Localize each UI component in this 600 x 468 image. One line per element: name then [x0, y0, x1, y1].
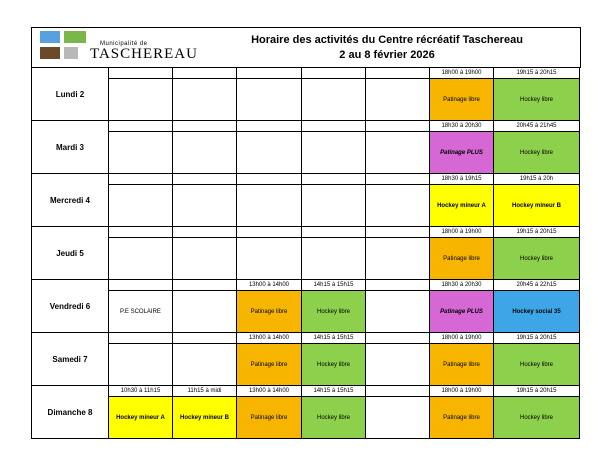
- time-slot: [302, 121, 366, 132]
- time-slot: [366, 227, 430, 238]
- date-range: 2 au 8 février 2026: [339, 49, 435, 61]
- time-slot: [366, 333, 430, 344]
- time-row: [32, 121, 580, 132]
- day-label-mardi-3: Mardi 3: [32, 121, 109, 174]
- time-slot: 18h00 à 19h00: [430, 333, 494, 344]
- time-slot: 14h15 à 15h15: [302, 280, 366, 291]
- activity-row: [32, 132, 580, 174]
- activity-hockey-mineur-a: Hockey mineur A: [109, 397, 173, 439]
- empty-slot: [302, 185, 366, 227]
- time-slot: [173, 280, 237, 291]
- time-slot: [366, 280, 430, 291]
- time-slot: 20h45 à 22h15: [494, 280, 580, 291]
- activity-hockey-social-35: Hockey social 35: [494, 291, 580, 333]
- page-title: Horaire des activités du Centre récréatif Taschereau: [251, 34, 523, 46]
- time-slot: 18h30 à 20h30: [430, 121, 494, 132]
- time-slot: [366, 121, 430, 132]
- logo-name: TASCHEREAU: [90, 46, 198, 62]
- time-slot: [302, 174, 366, 185]
- activity-hockey-libre: Hockey libre: [302, 397, 366, 439]
- empty-slot: [237, 185, 302, 227]
- time-slot: [366, 386, 430, 397]
- activity-hockey-libre: Hockey libre: [494, 344, 580, 386]
- logo-green-square: [64, 31, 86, 43]
- day-label-dimanche-8: Dimanche 8: [32, 386, 109, 439]
- time-slot: [109, 121, 173, 132]
- time-slot: [366, 68, 430, 79]
- schedule-table: [31, 67, 580, 439]
- activity-hockey-libre: Hockey libre: [494, 79, 580, 121]
- activity-row: [32, 344, 580, 386]
- time-slot: [109, 68, 173, 79]
- activity-row: [32, 397, 580, 439]
- time-slot: [109, 333, 173, 344]
- empty-slot: [109, 344, 173, 386]
- time-slot: [173, 333, 237, 344]
- time-slot: 18h30 à 19h15: [430, 174, 494, 185]
- activity-hockey-libre: Hockey libre: [494, 132, 580, 174]
- time-slot: [237, 68, 302, 79]
- time-slot: 13h00 à 14h00: [237, 280, 302, 291]
- empty-slot: [109, 79, 173, 121]
- activity-patinage-libre: Patinage libre: [430, 397, 494, 439]
- time-slot: 14h15 à 15h15: [302, 333, 366, 344]
- time-slot: [109, 174, 173, 185]
- activity-patinage-libre: Patinage libre: [237, 397, 302, 439]
- time-slot: 19h15 à 20h15: [494, 227, 580, 238]
- activity-patinage-libre: Patinage libre: [430, 238, 494, 280]
- time-row: [32, 333, 580, 344]
- day-label-samedi-7: Samedi 7: [32, 333, 109, 386]
- time-slot: 19h15 à 20h: [494, 174, 580, 185]
- empty-slot: [302, 238, 366, 280]
- activity-row: [32, 185, 580, 227]
- activity-hockey-libre: Hockey libre: [302, 291, 366, 333]
- activity-hockey-mineur-b: Hockey mineur B: [173, 397, 237, 439]
- logo-blue-square: [40, 31, 60, 43]
- time-slot: 19h15 à 20h15: [494, 68, 580, 79]
- activity-hockey-libre: Hockey libre: [494, 238, 580, 280]
- activity-patinage-libre: Patinage libre: [430, 344, 494, 386]
- day-label-lundi-2: Lundi 2: [32, 68, 109, 121]
- empty-slot: [366, 79, 430, 121]
- activity-row: [32, 238, 580, 280]
- empty-slot: [173, 79, 237, 121]
- activity-patinage-libre: Patinage libre: [237, 291, 302, 333]
- empty-slot: [109, 238, 173, 280]
- empty-slot: [366, 238, 430, 280]
- activity-hockey-mineur-a: Hockey mineur A: [430, 185, 494, 227]
- activity-patinage-libre: Patinage libre: [237, 344, 302, 386]
- time-slot: [237, 121, 302, 132]
- time-slot: 11h15 à midi: [173, 386, 237, 397]
- activity-row: [32, 79, 580, 121]
- time-row: [32, 174, 580, 185]
- time-row: [32, 386, 580, 397]
- empty-slot: [366, 291, 430, 333]
- time-slot: [173, 68, 237, 79]
- time-slot: [366, 174, 430, 185]
- day-label-mercredi-4: Mercredi 4: [32, 174, 109, 227]
- logo-grey-square: [64, 47, 78, 59]
- empty-slot: [302, 79, 366, 121]
- time-slot: [302, 227, 366, 238]
- activity-p-e-scolaire: P.E SCOLAIRE: [109, 291, 173, 333]
- day-label-vendredi-6: Vendredi 6: [32, 280, 109, 333]
- time-slot: 19h15 à 20h15: [494, 386, 580, 397]
- empty-slot: [173, 238, 237, 280]
- empty-slot: [237, 79, 302, 121]
- time-row: [32, 68, 580, 79]
- empty-slot: [366, 344, 430, 386]
- schedule-header: [31, 27, 581, 68]
- empty-slot: [173, 344, 237, 386]
- activity-patinage-plus: Patinage PLUS: [430, 291, 494, 333]
- time-slot: 18h30 à 20h30: [430, 280, 494, 291]
- time-row: [32, 280, 580, 291]
- time-slot: 13h00 à 14h00: [237, 386, 302, 397]
- empty-slot: [237, 132, 302, 174]
- empty-slot: [366, 185, 430, 227]
- time-slot: [173, 227, 237, 238]
- time-slot: 18h00 à 19h00: [430, 68, 494, 79]
- time-slot: 18h00 à 19h00: [430, 386, 494, 397]
- empty-slot: [366, 132, 430, 174]
- empty-slot: [109, 132, 173, 174]
- time-slot: 13h00 à 14h00: [237, 333, 302, 344]
- time-slot: 20h45 à 21h45: [494, 121, 580, 132]
- time-slot: [109, 280, 173, 291]
- empty-slot: [173, 185, 237, 227]
- activity-patinage-libre: Patinage libre: [430, 79, 494, 121]
- empty-slot: [302, 132, 366, 174]
- time-slot: [109, 227, 173, 238]
- empty-slot: [173, 291, 237, 333]
- time-row: [32, 227, 580, 238]
- time-slot: 19h15 à 20h15: [494, 333, 580, 344]
- activity-hockey-libre: Hockey libre: [302, 344, 366, 386]
- time-slot: [237, 174, 302, 185]
- logo-brown-square: [40, 47, 60, 59]
- empty-slot: [237, 238, 302, 280]
- schedule-body: [32, 68, 580, 439]
- empty-slot: [173, 132, 237, 174]
- empty-slot: [366, 397, 430, 439]
- municipal-logo: [38, 31, 98, 65]
- time-slot: [173, 174, 237, 185]
- time-slot: 10h30 à 11h15: [109, 386, 173, 397]
- time-slot: 14h15 à 15h15: [302, 386, 366, 397]
- activity-row: [32, 291, 580, 333]
- activity-hockey-libre: Hockey libre: [494, 397, 580, 439]
- time-slot: [302, 68, 366, 79]
- time-slot: [173, 121, 237, 132]
- time-slot: [237, 227, 302, 238]
- empty-slot: [109, 185, 173, 227]
- logo-subtitle: Municipalité de: [100, 41, 148, 47]
- activity-hockey-mineur-b: Hockey mineur B: [494, 185, 580, 227]
- activity-patinage-plus: Patinage PLUS: [430, 132, 494, 174]
- day-label-jeudi-5: Jeudi 5: [32, 227, 109, 280]
- time-slot: 18h00 à 19h00: [430, 227, 494, 238]
